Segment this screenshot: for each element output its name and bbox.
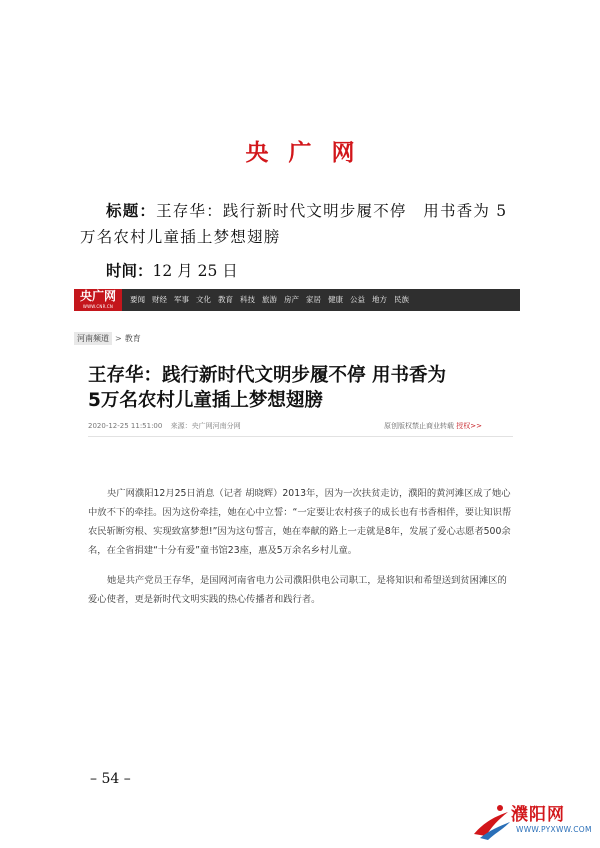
breadcrumb-separator: > xyxy=(115,333,122,343)
nav-item[interactable]: 地方 xyxy=(372,295,387,304)
breadcrumb-channel[interactable]: 河南频道 xyxy=(74,332,112,345)
nav-item[interactable]: 要闻 xyxy=(130,295,145,304)
nav-item[interactable]: 军事 xyxy=(174,295,189,304)
nav-item[interactable]: 教育 xyxy=(218,295,233,304)
article-paragraph-1: 央广网濮阳12月25日消息（记者 胡晓辉）2013年，因为一次扶贫走访，濮阳的黄河滩区成了她心中放不下的牵挂。因为这份牵挂，她在心中立誓：“一定要让农村孩子的成长也有书香相伴，要让知识帮农民斩断穷根、实现致富梦想!”因为这句誓言，她在奉献的路上一走就是8年，发展了爱心志愿者500余名，在全省捐建“十分有爱”童书馆23座，惠及5万余名乡村儿童。 xyxy=(88,488,512,556)
nav-item[interactable]: 旅游 xyxy=(262,295,277,304)
nav-item[interactable]: 房产 xyxy=(284,295,299,304)
article-byline xyxy=(88,421,247,431)
nav-item[interactable]: 科技 xyxy=(240,295,255,304)
time-label: 时间： xyxy=(106,261,153,280)
headline-line-2: 5万名农村儿童插上梦想翅膀 xyxy=(88,390,323,411)
title-label: 标题： xyxy=(106,201,157,220)
site-nav xyxy=(130,289,409,311)
site-logo[interactable] xyxy=(74,289,122,311)
document-time-line xyxy=(106,258,556,284)
site-logo-text: 央广网 xyxy=(79,289,116,303)
copyright-notice xyxy=(384,421,482,431)
headline-line-1: 王存华：践行新时代文明步履不停 用书香为 xyxy=(88,365,446,386)
title-value: 王存华：践行新时代文明步履不停 用书香为 5 万名农村儿童插上梦想翅膀 xyxy=(80,202,508,246)
article-date: 2020-12-25 11:51:00 xyxy=(88,422,163,430)
nav-item[interactable]: 家居 xyxy=(306,295,321,304)
nav-item[interactable]: 财经 xyxy=(152,295,167,304)
divider xyxy=(88,436,513,437)
authorize-link[interactable]: 授权>> xyxy=(456,422,482,430)
site-logo-sub: WWW.CNR.CN xyxy=(82,304,114,309)
article-headline xyxy=(88,363,518,413)
breadcrumb-section[interactable]: 教育 xyxy=(124,333,141,343)
nav-item[interactable]: 健康 xyxy=(328,295,343,304)
nav-item[interactable]: 文化 xyxy=(196,295,211,304)
article-source: 来源：央广网河南分网 xyxy=(170,422,241,430)
document-title-line xyxy=(80,198,530,250)
nav-item[interactable]: 民族 xyxy=(394,295,409,304)
article-paragraph-2: 她是共产党员王存华，是国网河南省电力公司濮阳供电公司职工，是将知识和希望送到贫困滩区的爱心使者，更是新时代文明实践的热心传播者和践行者。 xyxy=(88,575,507,605)
nav-item[interactable]: 公益 xyxy=(350,295,365,304)
watermark-name: 濮阳网 xyxy=(511,805,565,825)
breadcrumb xyxy=(74,332,141,344)
document-title: 央广网 xyxy=(245,139,375,166)
rights-text: 原创版权禁止商业转载 xyxy=(384,422,454,430)
time-value: 12 月 25 日 xyxy=(152,262,238,280)
page-number: – 54 – xyxy=(90,771,131,787)
watermark-url: WWW.PYXWW.COM xyxy=(516,825,592,834)
